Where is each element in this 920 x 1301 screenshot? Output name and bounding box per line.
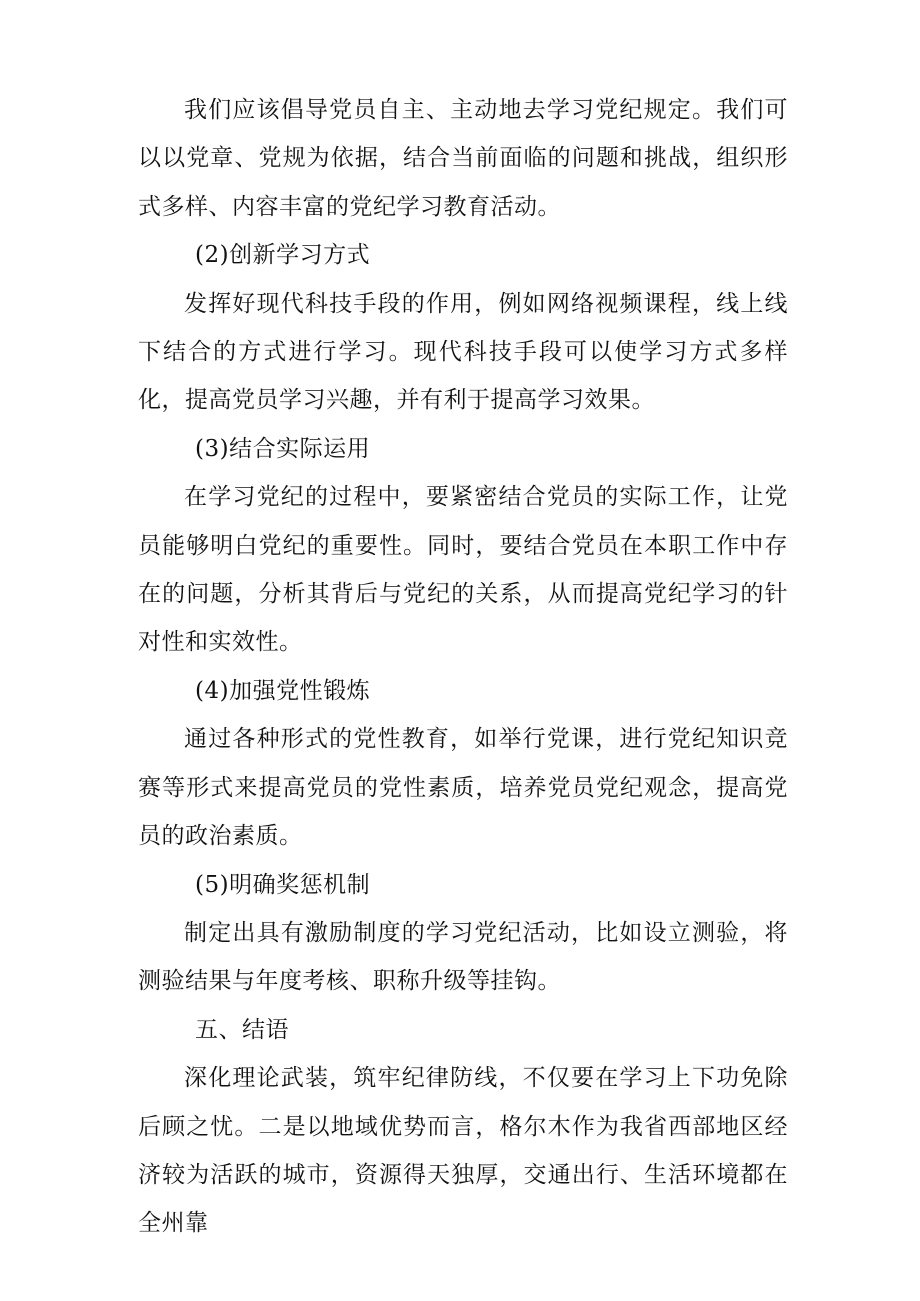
heading-reward-mechanism: (5)明确奖惩机制 xyxy=(195,871,371,898)
heading-party-spirit: (4)加强党性锻炼 xyxy=(195,677,371,704)
heading-practical-application: (3)结合实际运用 xyxy=(195,435,371,462)
paragraph-practical: 在学习党纪的过程中，要紧密结合党员的实际工作，让党员能够明白党纪的重要性。同时，要结合党员在本职工作中存在的问题，分析其背后与党纪的关系，从而提高党纪学习的针对性和实效性。 xyxy=(138,484,788,656)
paragraph-party-spirit: 通过各种形式的党性教育，如举行党课，进行党纪知识竞赛等形式来提高党员的党性素质，培养党员党纪观念，提高党员的政治素质。 xyxy=(138,726,788,850)
heading-innovate-learning: (2)创新学习方式 xyxy=(195,242,371,269)
paragraph-conclusion: 深化理论武装，筑牢纪律防线，不仅要在学习上下功免除后顾之忧。二是以地域优势而言，格尔木作为我省西部地区经济较为活跃的城市，资源得天独厚，交通出行、生活环境都在全州靠 xyxy=(138,1065,788,1237)
document-page xyxy=(138,86,788,1248)
paragraph-technology: 发挥好现代科技手段的作用，例如网络视频课程，线上线下结合的方式进行学习。现代科技手段可以使学习方式多样化，提高党员学习兴趣，并有利于提高学习效果。 xyxy=(138,290,788,414)
paragraph-reward: 制定出具有激励制度的学习党纪活动，比如设立测验，将测验结果与年度考核、职称升级等挂钩。 xyxy=(138,919,788,995)
paragraph-intro: 我们应该倡导党员自主、主动地去学习党纪规定。我们可以以党章、党规为依据，结合当前面临的问题和挑战，组织形式多样、内容丰富的党纪学习教育活动。 xyxy=(138,97,788,220)
heading-conclusion: 五、结语 xyxy=(195,1016,289,1043)
